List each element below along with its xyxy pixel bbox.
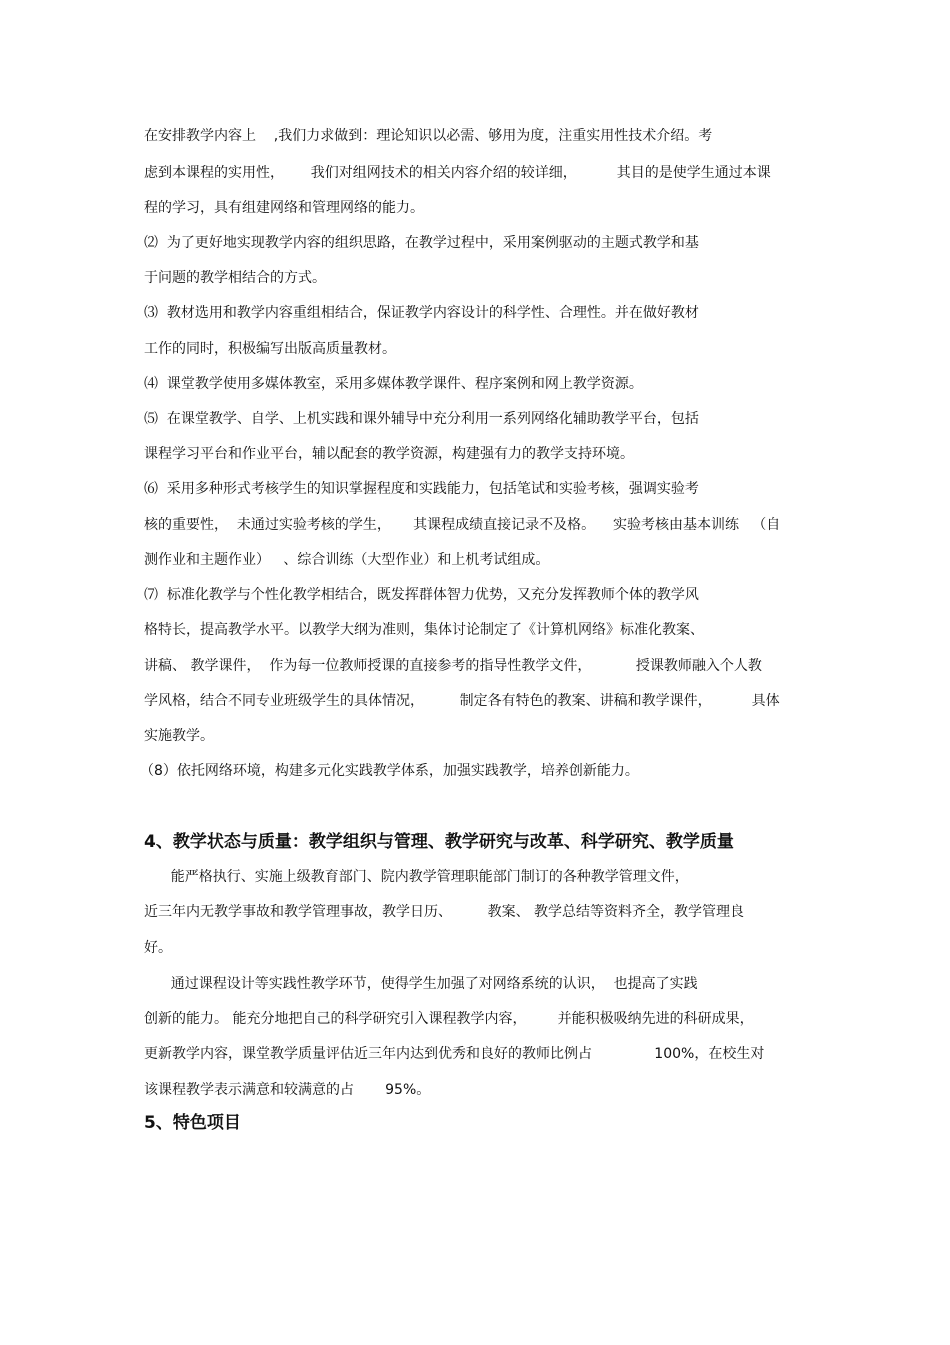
paragraph-line: 更新教学内容，课堂教学质量评估近三年内达到优秀和良好的教师比例占 100%，在校生对	[144, 1046, 765, 1062]
list-item-3: ⑶ 教材选用和教学内容重组相结合，保证教学内容设计的科学性、合理性。并在做好教材	[144, 305, 699, 321]
paragraph-line: 能严格执行、实施上级教育部门、院内教学管理职能部门制订的各种教学管理文件，	[144, 869, 689, 885]
paragraph-line: 讲稿、 教学课件， 作为每一位教师授课的直接参考的指导性教学文件， 授课教师融入个人教	[144, 658, 762, 674]
paragraph-line: 课程学习平台和作业平台，辅以配套的教学资源，构建强有力的教学支持环境。	[144, 446, 634, 462]
list-item-7: ⑺ 标准化教学与个性化教学相结合，既发挥群体智力优势，又充分发挥教师个体的教学风	[144, 587, 699, 603]
paragraph-line: 核的重要性， 未通过实验考核的学生， 其课程成绩直接记录不及格。 实验考核由基本训练 （自	[144, 517, 781, 533]
paragraph-line: 测作业和主题作业） 、综合训练（大型作业）和上机考试组成。	[144, 552, 550, 568]
paragraph-line: 程的学习，具有组建网络和管理网络的能力。	[144, 200, 424, 216]
paragraph-line: 该课程教学表示满意和较满意的占 95%。	[144, 1082, 431, 1098]
paragraph-line: 在安排教学内容上 ,我们力求做到：理论知识以必需、够用为度，注重实用性技术介绍。考	[144, 128, 713, 144]
paragraph-line: 于问题的教学相结合的方式。	[144, 270, 326, 286]
list-item-2: ⑵ 为了更好地实现教学内容的组织思路，在教学过程中，采用案例驱动的主题式教学和基	[144, 235, 699, 251]
list-item-4: ⑷ 课堂教学使用多媒体教室，采用多媒体教学课件、程序案例和网上教学资源。	[144, 376, 643, 392]
list-item-5: ⑸ 在课堂教学、自学、上机实践和课外辅导中充分利用一系列网络化辅助教学平台，包括	[144, 411, 699, 427]
list-item-6: ⑹ 采用多种形式考核学生的知识掌握程度和实践能力，包括笔试和实验考核，强调实验考	[144, 481, 699, 497]
section-5-heading: 5、特色项目	[144, 1113, 241, 1133]
paragraph-line: 近三年内无教学事故和教学管理事故，教学日历、 教案、 教学总结等资料齐全，教学管理良	[144, 904, 745, 920]
paragraph-line: 工作的同时，积极编写出版高质量教材。	[144, 341, 396, 357]
paragraph-line: 虑到本课程的实用性， 我们对组网技术的相关内容介绍的较详细， 其目的是使学生通过本课	[144, 165, 771, 181]
section-4-heading: 4、教学状态与质量：教学组织与管理、教学研究与改革、科学研究、教学质量	[144, 832, 734, 852]
paragraph-line: 格特长，提高教学水平。以教学大纲为准则，集体讨论制定了《计算机网络》标准化教案、	[144, 622, 704, 638]
paragraph-line: 创新的能力。 能充分地把自己的科学研究引入课程教学内容， 并能积极吸纳先进的科研成果，	[144, 1011, 754, 1027]
paragraph-line: 好。	[144, 940, 172, 956]
list-item-8: （8）依托网络环境，构建多元化实践教学体系，加强实践教学，培养创新能力。	[140, 763, 639, 779]
paragraph-line: 实施教学。	[144, 728, 214, 744]
paragraph-line: 通过课程设计等实践性教学环节，使得学生加强了对网络系统的认识， 也提高了实践	[144, 976, 698, 992]
paragraph-line: 学风格，结合不同专业班级学生的具体情况， 制定各有特色的教案、讲稿和教学课件， 具体	[144, 693, 780, 709]
